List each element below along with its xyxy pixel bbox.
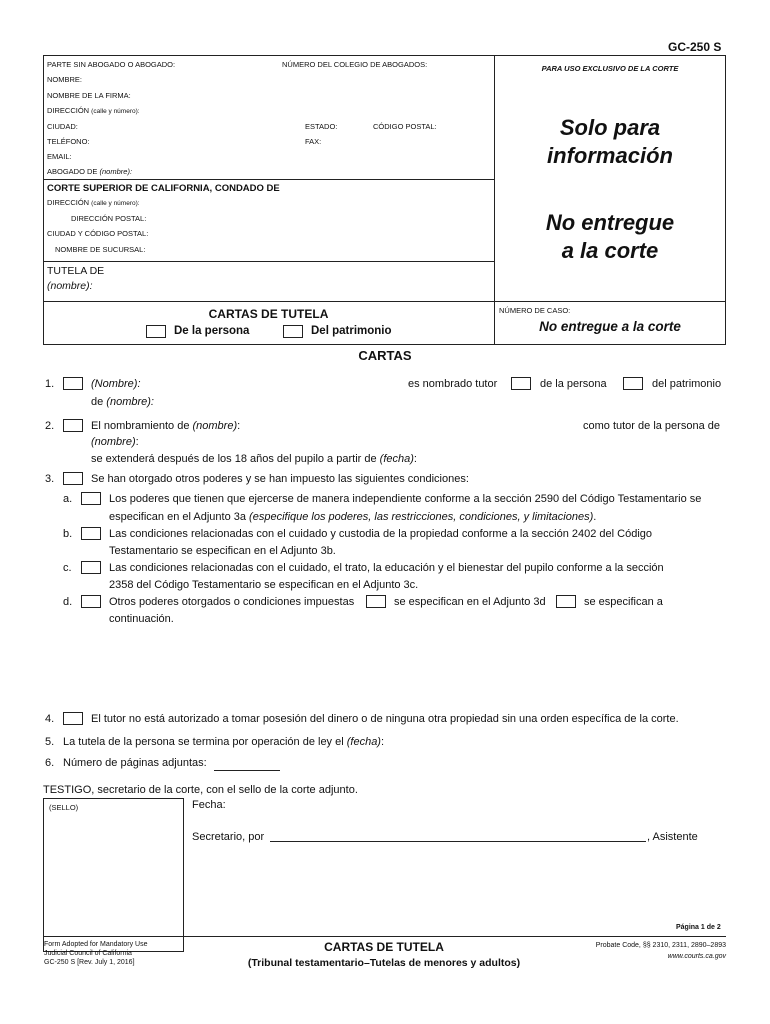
- item6-number: 6.: [45, 757, 55, 769]
- seal-box: [43, 798, 184, 952]
- court-divider: [43, 261, 494, 262]
- court-use-label: PARA USO EXCLUSIVO DE LA CORTE: [541, 64, 679, 73]
- attorney-for-label: ABOGADO DE (nombre):: [47, 167, 133, 176]
- guardian-divider: [43, 301, 726, 302]
- item3c-line2: 2358 del Código Testamentario se especifican en el Adjunto 3c.: [109, 579, 419, 591]
- item3d-attachment-label: se especifican en el Adjunto 3d: [394, 596, 546, 608]
- item2-text: El nombramiento de (nombre):: [91, 420, 241, 432]
- item3c-line1: Las condiciones relacionadas con el cuidado, el trato, la educación y el bienestar del pupilo conforme a la sección: [109, 562, 664, 574]
- item3b-line1: Las condiciones relacionadas con el cuidado y custodia de la propiedad conforme a la sección 2402 del Código: [109, 528, 653, 540]
- case-number-value: No entregue a la corte: [539, 319, 681, 334]
- firm-name-label: NOMBRE DE LA FIRMA:: [47, 91, 131, 100]
- clerk-label: Secretario, por: [192, 831, 265, 843]
- item3-checkbox[interactable]: [63, 472, 83, 485]
- city-label: CIUDAD:: [47, 122, 78, 131]
- item1-number: 1.: [45, 378, 55, 390]
- item6-pages-field[interactable]: [214, 770, 280, 771]
- item3a-line2: especifican en el Adjunto 3a (especifique los poderes, las restricciones, condiciones, y limitaciones).: [109, 511, 597, 523]
- item4-number: 4.: [45, 713, 55, 725]
- item1-of-name: de (nombre):: [91, 396, 154, 408]
- cartas-heading: CARTAS: [358, 348, 412, 363]
- item3a-checkbox[interactable]: [81, 492, 101, 505]
- item2-checkbox[interactable]: [63, 419, 83, 432]
- clerk-signature-field[interactable]: [270, 841, 646, 842]
- item5-text: La tutela de la persona se termina por operación de ley el (fecha):: [63, 736, 385, 748]
- do-not-file-stamp: No entregue a la corte: [545, 210, 675, 263]
- item3d-line1: Otros poderes otorgados o condiciones impuestas: [109, 596, 355, 608]
- case-number-label: NÚMERO DE CASO:: [499, 306, 571, 315]
- caption-person-label: De la persona: [174, 325, 250, 337]
- item3d-attachment-checkbox[interactable]: [366, 595, 386, 608]
- caption-estate-label: Del patrimonio: [311, 325, 392, 337]
- guardianship-name-label: (nombre):: [47, 280, 93, 292]
- item3d-letter: d.: [63, 596, 73, 608]
- email-label: EMAIL:: [47, 152, 72, 161]
- footer-subtitle: (Tribunal testamentario–Tutelas de menores y adultos): [247, 957, 521, 969]
- item2-extend-text: se extenderá después de los 18 años del pupilo a partir de (fecha):: [91, 453, 417, 465]
- item3a-line1: Los poderes que tienen que ejercerse de manera independiente conforme a la sección 2590 del Código Testamentario se: [109, 493, 702, 505]
- caption-estate-checkbox[interactable]: [283, 325, 303, 338]
- item1-person-label: de la persona: [540, 378, 607, 390]
- page-number: Página 1 de 2: [676, 924, 721, 931]
- item3b-line2: Testamentario se especifican en el Adjunto 3b.: [109, 545, 336, 557]
- date-label: Fecha:: [192, 799, 226, 811]
- item3b-checkbox[interactable]: [81, 527, 101, 540]
- item3a-letter: a.: [63, 493, 73, 505]
- form-id: GC-250 S: [668, 40, 722, 54]
- witness-text: TESTIGO, secretario de la corte, con el sello de la corte adjunto.: [43, 784, 358, 796]
- court-city-zip-label: CIUDAD Y CÓDIGO POSTAL:: [47, 229, 149, 238]
- item1-checkbox[interactable]: [63, 377, 83, 390]
- bar-number-label: NÚMERO DEL COLEGIO DE ABOGADOS:: [282, 60, 428, 69]
- item3d-line2: continuación.: [109, 613, 174, 625]
- item3d-below-checkbox[interactable]: [556, 595, 576, 608]
- court-street-label: DIRECCIÓN (calle y número):: [47, 198, 140, 207]
- item5-number: 5.: [45, 736, 55, 748]
- attorney-divider: [43, 179, 494, 180]
- attorney-party-label: PARTE SIN ABOGADO O ABOGADO:: [47, 60, 176, 69]
- item2-name2: (nombre):: [91, 436, 139, 448]
- footer-url[interactable]: www.courts.ca.gov: [667, 953, 726, 960]
- item3d-checkbox[interactable]: [81, 595, 101, 608]
- item4-checkbox[interactable]: [63, 712, 83, 725]
- deputy-label: , Asistente: [647, 831, 698, 843]
- item3c-letter: c.: [63, 562, 72, 574]
- item1-person-checkbox[interactable]: [511, 377, 531, 390]
- guardianship-label: TUTELA DE: [47, 265, 105, 277]
- phone-label: TELÉFONO:: [47, 137, 90, 146]
- item1-estate-label: del patrimonio: [652, 378, 722, 390]
- info-only-stamp: Solo para información: [547, 115, 673, 168]
- item3-number: 3.: [45, 473, 55, 485]
- zip-label: CÓDIGO POSTAL:: [373, 122, 437, 131]
- item3d-below-label: se especifican a: [584, 596, 663, 608]
- item2-number: 2.: [45, 420, 55, 432]
- attorney-address-label: DIRECCIÓN (calle y número):: [47, 106, 140, 115]
- court-branch-label: NOMBRE DE SUCURSAL:: [55, 245, 146, 254]
- footer-right: Probate Code, §§ 2310, 2311, 2890–2893 www.courts.ca.gov: [556, 940, 726, 962]
- item3-text: Se han otorgado otros poderes y se han impuesto las siguientes condiciones:: [91, 473, 469, 485]
- footer-title: CARTAS DE TUTELA: [324, 940, 444, 954]
- court-title: CORTE SUPERIOR DE CALIFORNIA, CONDADO DE: [47, 183, 280, 194]
- fax-label: FAX:: [305, 137, 322, 146]
- seal-label: (SELLO): [49, 803, 79, 812]
- item1-appointed-text: es nombrado tutor: [408, 378, 498, 390]
- footer-rule: [43, 936, 726, 937]
- court-mailing-label: DIRECCIÓN POSTAL:: [71, 214, 147, 223]
- state-label: ESTADO:: [305, 122, 338, 131]
- item2-right-text: como tutor de la persona de: [583, 420, 720, 432]
- attorney-name-label: NOMBRE:: [47, 75, 83, 84]
- item4-text: El tutor no está autorizado a tomar posesión del dinero o de ninguna otra propiedad sin una orden específica de la corte.: [91, 713, 679, 725]
- caption-title: CARTAS DE TUTELA: [208, 307, 329, 321]
- item1-name-label: (Nombre):: [91, 378, 141, 390]
- footer-left: Form Adopted for Mandatory Use Judicial Council of California GC-250 S [Rev. July 1, 2016]: [44, 941, 148, 966]
- item3b-letter: b.: [63, 528, 73, 540]
- caption-person-checkbox[interactable]: [146, 325, 166, 338]
- item1-estate-checkbox[interactable]: [623, 377, 643, 390]
- item3c-checkbox[interactable]: [81, 561, 101, 574]
- item6-text: Número de páginas adjuntas:: [63, 757, 207, 769]
